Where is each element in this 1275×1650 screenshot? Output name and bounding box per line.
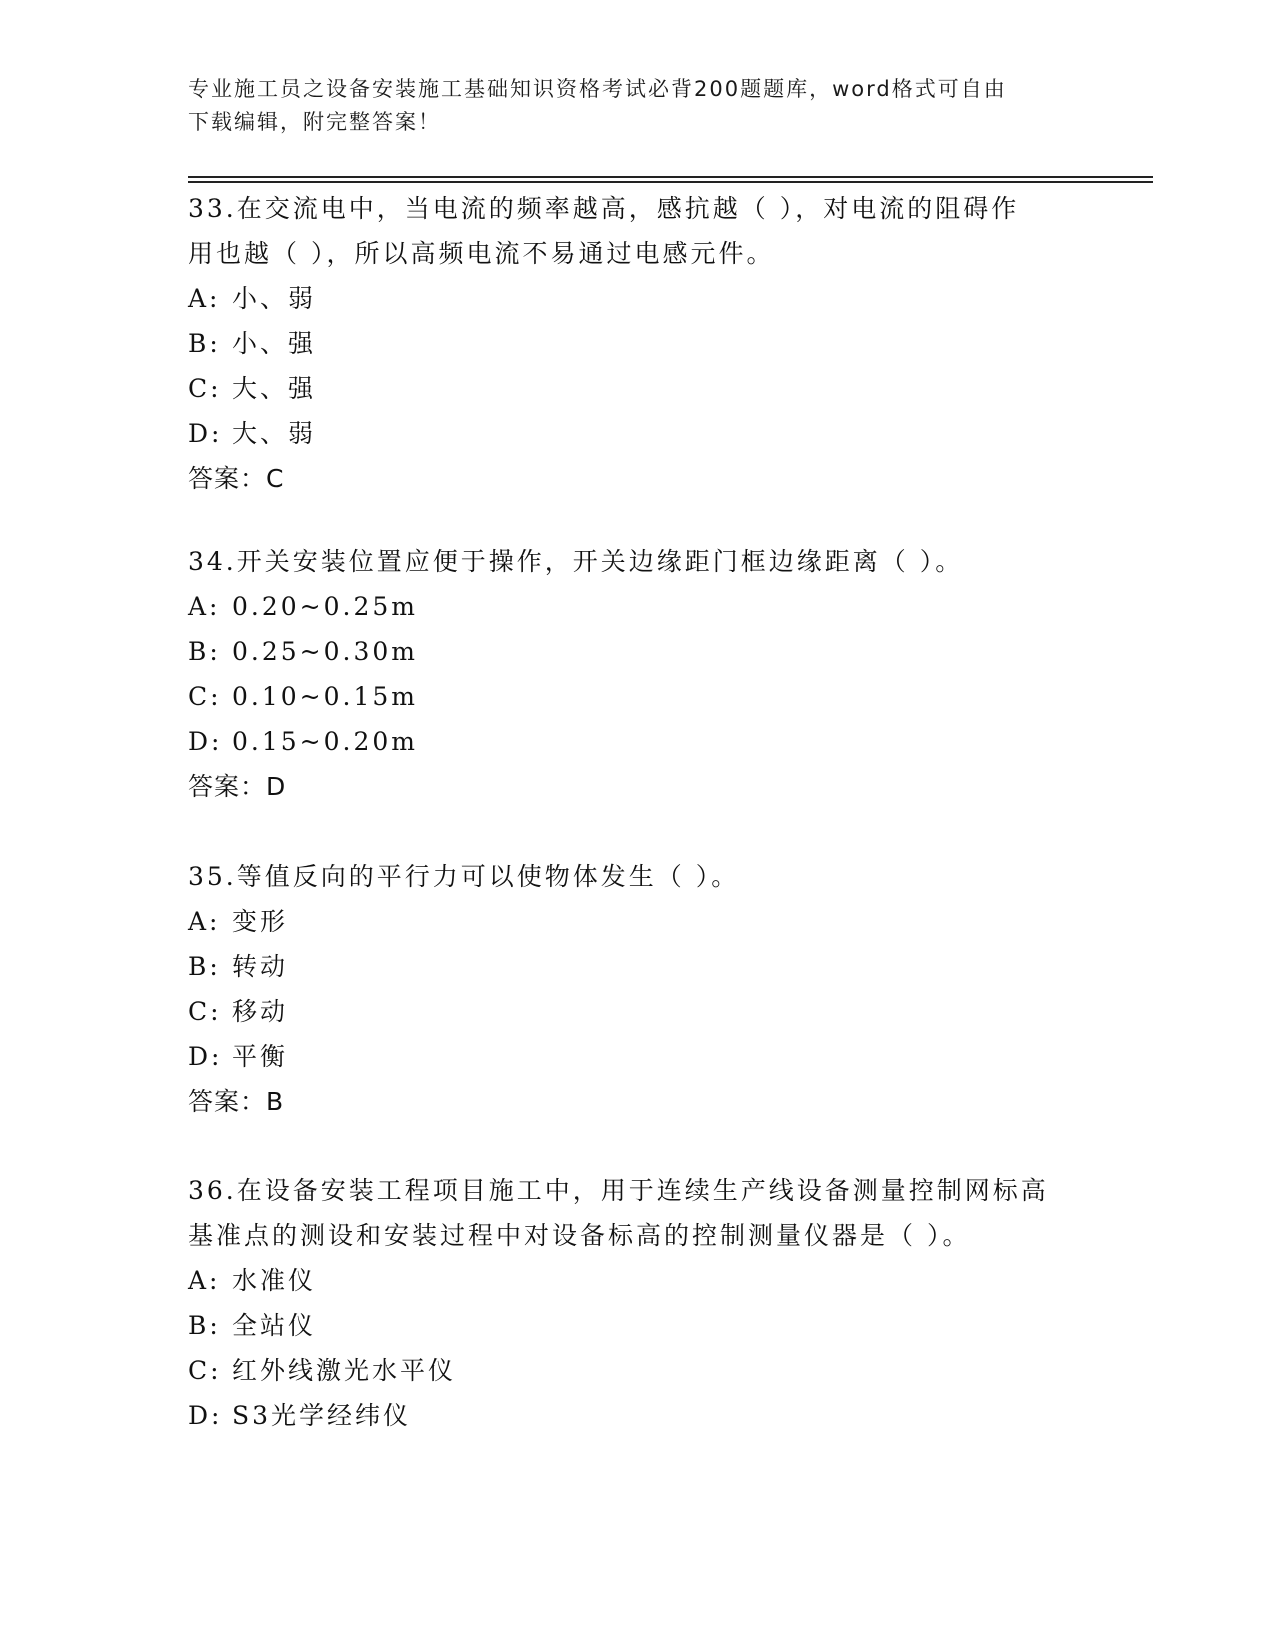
option-b bbox=[188, 1303, 1188, 1348]
option-letter: B: bbox=[188, 637, 221, 666]
option-a bbox=[188, 276, 1188, 321]
option-text: S3光学经纬仪 bbox=[232, 1401, 412, 1430]
option-text: 水准仪 bbox=[232, 1266, 317, 1295]
option-c bbox=[188, 674, 1188, 719]
option-text: 红外线激光水平仪 bbox=[232, 1356, 457, 1385]
option-text: 转动 bbox=[232, 952, 289, 981]
option-a bbox=[188, 1258, 1188, 1303]
option-letter: C: bbox=[188, 374, 222, 403]
option-text: 大、弱 bbox=[232, 419, 317, 448]
question-stem-line: 35.等值反向的平行力可以使物体发生（ ）。 bbox=[188, 862, 740, 891]
question-35 bbox=[188, 854, 1188, 1124]
answer-line: 答案：B bbox=[188, 1087, 285, 1116]
question-stem-line: 34.开关安装位置应便于操作，开关边缘距门框边缘距离（ ）。 bbox=[188, 547, 964, 576]
question-stem-line: 基准点的测设和安装过程中对设备标高的控制测量仪器是（ ）。 bbox=[188, 1221, 971, 1250]
header-line-2: 下载编辑，附完整答案！ bbox=[188, 110, 441, 134]
question-stem-line: 33.在交流电中，当电流的频率越高，感抗越（ ），对电流的阻碍作 bbox=[188, 194, 1020, 223]
option-b bbox=[188, 629, 1188, 674]
option-text: 变形 bbox=[232, 907, 289, 936]
option-c bbox=[188, 366, 1188, 411]
option-text: 0.25~0.30m bbox=[232, 637, 418, 666]
option-letter: C: bbox=[188, 682, 222, 711]
option-letter: D: bbox=[188, 1401, 223, 1430]
header-divider-bottom bbox=[188, 181, 1153, 183]
option-letter: D: bbox=[188, 727, 223, 756]
option-c bbox=[188, 989, 1188, 1034]
option-letter: A: bbox=[188, 592, 221, 621]
option-text: 0.10~0.15m bbox=[232, 682, 418, 711]
option-letter: C: bbox=[188, 1356, 222, 1385]
answer-line: 答案：C bbox=[188, 464, 285, 493]
question-36 bbox=[188, 1168, 1188, 1438]
option-text: 移动 bbox=[232, 997, 289, 1026]
option-d bbox=[188, 1393, 1188, 1438]
option-c bbox=[188, 1348, 1188, 1393]
option-letter: A: bbox=[188, 907, 221, 936]
option-a bbox=[188, 584, 1188, 629]
option-letter: B: bbox=[188, 952, 221, 981]
option-text: 全站仪 bbox=[232, 1311, 317, 1340]
document-header bbox=[188, 73, 1068, 139]
option-d bbox=[188, 719, 1188, 764]
option-text: 平衡 bbox=[232, 1042, 289, 1071]
question-34 bbox=[188, 539, 1188, 809]
option-text: 大、强 bbox=[232, 374, 317, 403]
option-text: 小、强 bbox=[232, 329, 317, 358]
header-line-1: 专业施工员之设备安装施工基础知识资格考试必背200题题库，word格式可自由 bbox=[188, 77, 1007, 101]
option-a bbox=[188, 899, 1188, 944]
option-letter: A: bbox=[188, 284, 221, 313]
option-letter: C: bbox=[188, 997, 222, 1026]
question-stem-line: 36.在设备安装工程项目施工中，用于连续生产线设备测量控制网标高 bbox=[188, 1176, 1049, 1205]
option-b bbox=[188, 321, 1188, 366]
option-d bbox=[188, 411, 1188, 456]
question-33 bbox=[188, 186, 1188, 501]
option-text: 0.20~0.25m bbox=[232, 592, 418, 621]
option-letter: B: bbox=[188, 329, 221, 358]
option-d bbox=[188, 1034, 1188, 1079]
option-text: 小、弱 bbox=[232, 284, 317, 313]
option-letter: D: bbox=[188, 419, 223, 448]
option-letter: B: bbox=[188, 1311, 221, 1340]
option-b bbox=[188, 944, 1188, 989]
option-letter: A: bbox=[188, 1266, 221, 1295]
option-text: 0.15~0.20m bbox=[232, 727, 418, 756]
option-letter: D: bbox=[188, 1042, 223, 1071]
header-divider-top bbox=[188, 176, 1153, 178]
question-stem-line: 用也越（ ），所以高频电流不易通过电感元件。 bbox=[188, 239, 775, 268]
answer-line: 答案：D bbox=[188, 772, 287, 801]
